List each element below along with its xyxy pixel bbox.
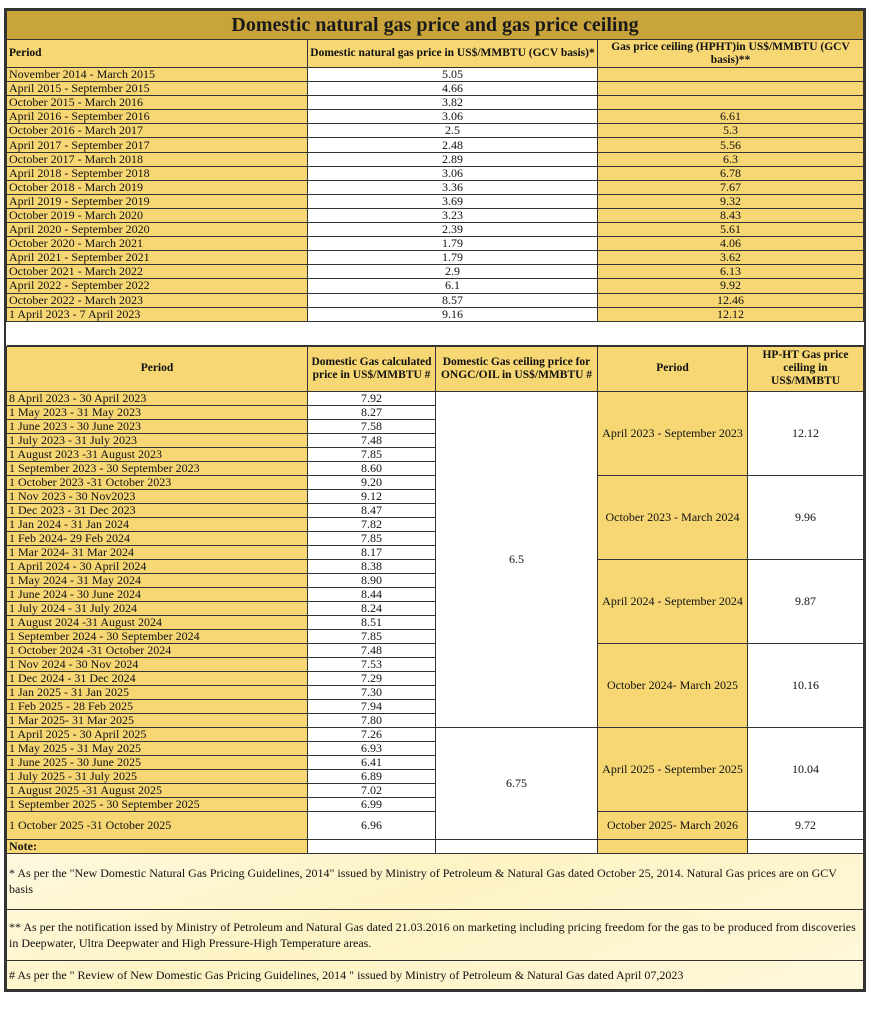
- calculated-price-cell: 7.30: [308, 685, 436, 699]
- period-cell: October 2017 - March 2018: [7, 152, 308, 166]
- period-cell: 1 Nov 2023 - 30 Nov2023: [7, 489, 308, 503]
- calculated-price-cell: 9.12: [308, 489, 436, 503]
- period-cell: 1 October 2023 -31 October 2023: [7, 475, 308, 489]
- period-cell: 8 April 2023 - 30 April 2023: [7, 391, 308, 405]
- hpht-ceiling-header: HP-HT Gas price ceiling in US$/MMBTU: [748, 346, 864, 391]
- table-row: [7, 643, 864, 657]
- domestic-price-cell: 1.79: [308, 251, 598, 265]
- table-row: [7, 475, 864, 489]
- period-cell: April 2017 - September 2017: [7, 138, 308, 152]
- gas-price-document: [4, 8, 866, 992]
- period-cell: 1 September 2025 - 30 September 2025: [7, 797, 308, 811]
- domestic-price-cell: 3.06: [308, 110, 598, 124]
- calculated-price-cell: 8.38: [308, 559, 436, 573]
- table-row: [7, 293, 864, 307]
- period-cell: 1 April 2023 - 7 April 2023: [7, 307, 308, 321]
- ceiling-price-cell: 6.5: [436, 391, 598, 727]
- period-cell: 1 July 2023 - 31 July 2023: [7, 433, 308, 447]
- period-cell: 1 August 2023 -31 August 2023: [7, 447, 308, 461]
- period-cell: 1 Nov 2024 - 30 Nov 2024: [7, 657, 308, 671]
- hpht-ceiling-cell: 5.56: [598, 138, 864, 152]
- period-cell: November 2014 - March 2015: [7, 68, 308, 82]
- domestic-price-cell: 2.9: [308, 265, 598, 279]
- hpht-ceiling-cell: 10.04: [748, 727, 864, 811]
- calculated-price-cell: 6.99: [308, 797, 436, 811]
- domestic-price-header: Domestic natural gas price in US$/MMBTU (GCV basis)*: [308, 40, 598, 68]
- calculated-price-cell: 6.89: [308, 769, 436, 783]
- period-cell: 1 Mar 2024- 31 Mar 2024: [7, 545, 308, 559]
- table-row: [7, 307, 864, 321]
- period-cell: 1 July 2024 - 31 July 2024: [7, 601, 308, 615]
- hpht-ceiling-cell: 5.3: [598, 124, 864, 138]
- calculated-price-cell: 7.48: [308, 643, 436, 657]
- hpht-ceiling-cell: 6.13: [598, 265, 864, 279]
- ceiling-price-header: Domestic Gas ceiling price for ONGC/OIL in US$/MMBTU #: [436, 346, 598, 391]
- table2-header-row: [7, 346, 864, 391]
- hpht-ceiling-cell: 9.92: [598, 279, 864, 293]
- domestic-price-cell: 9.16: [308, 307, 598, 321]
- period-cell: 1 May 2024 - 31 May 2024: [7, 573, 308, 587]
- hpht-ceiling-cell: 6.78: [598, 166, 864, 180]
- calculated-price-cell: 6.96: [308, 811, 436, 839]
- hpht-period-cell: October 2025- March 2026: [598, 811, 748, 839]
- table-row: [7, 68, 864, 82]
- hpht-period-cell: April 2023 - September 2023: [598, 391, 748, 475]
- hpht-ceiling-cell: 4.06: [598, 237, 864, 251]
- period-cell: 1 July 2025 - 31 July 2025: [7, 769, 308, 783]
- period-cell: 1 Dec 2024 - 31 Dec 2024: [7, 671, 308, 685]
- period-cell: 1 June 2024 - 30 June 2024: [7, 587, 308, 601]
- calculated-price-cell: 6.93: [308, 741, 436, 755]
- calculated-price-header: Domestic Gas calculated price in US$/MMBTU #: [308, 346, 436, 391]
- calculated-price-cell: 6.41: [308, 755, 436, 769]
- table-row: [7, 180, 864, 194]
- hpht-period-cell: October 2023 - March 2024: [598, 475, 748, 559]
- period-cell: April 2018 - September 2018: [7, 166, 308, 180]
- period-cell: April 2019 - September 2019: [7, 194, 308, 208]
- note-2: ** As per the notification issed by Ministry of Petroleum and Natural Gas dated 21.03.2016 on marketing including pricing freedom for the gas to be produced from discoveries in Deepwater, Ultra Deepwater and High Pressure-High Temperature areas.: [7, 909, 864, 960]
- domestic-price-cell: 2.89: [308, 152, 598, 166]
- ceiling-price-cell: 6.75: [436, 727, 598, 839]
- period-cell: 1 August 2025 -31 August 2025: [7, 783, 308, 797]
- period-cell: April 2021 - September 2021: [7, 251, 308, 265]
- calculated-price-cell: 8.27: [308, 405, 436, 419]
- hpht-ceiling-cell: 5.61: [598, 223, 864, 237]
- hpht-ceiling-cell: 3.62: [598, 251, 864, 265]
- note-3: # As per the " Review of New Domestic Gas Pricing Guidelines, 2014 " issued by Ministry of Petroleum & Natural Gas dated April 07,2023: [7, 960, 864, 989]
- period-cell: October 2016 - March 2017: [7, 124, 308, 138]
- table-row: [7, 279, 864, 293]
- table-row: [7, 251, 864, 265]
- period-cell: 1 Dec 2023 - 31 Dec 2023: [7, 503, 308, 517]
- calculated-price-cell: 9.20: [308, 475, 436, 489]
- calculated-price-cell: 7.29: [308, 671, 436, 685]
- period-cell: April 2016 - September 2016: [7, 110, 308, 124]
- hpht-period-header: Period: [598, 346, 748, 391]
- period-cell: 1 Feb 2025 - 28 Feb 2025: [7, 699, 308, 713]
- hpht-ceiling-cell: 8.43: [598, 208, 864, 222]
- calculated-price-cell: 8.24: [308, 601, 436, 615]
- period-cell: October 2019 - March 2020: [7, 208, 308, 222]
- calculated-price-cell: 7.82: [308, 517, 436, 531]
- period-cell: 1 August 2024 -31 August 2024: [7, 615, 308, 629]
- table-row: [7, 194, 864, 208]
- hpht-ceiling-cell: 12.46: [598, 293, 864, 307]
- domestic-price-cell: 6.1: [308, 279, 598, 293]
- domestic-price-cell: 3.82: [308, 96, 598, 110]
- document-title: Domestic natural gas price and gas price ceiling: [7, 11, 864, 40]
- domestic-price-cell: 2.48: [308, 138, 598, 152]
- table-row: [7, 237, 864, 251]
- hpht-period-cell: April 2025 - September 2025: [598, 727, 748, 811]
- hpht-ceiling-cell: 12.12: [748, 391, 864, 475]
- table-row: [7, 82, 864, 96]
- hpht-ceiling-cell: [598, 82, 864, 96]
- calculated-price-cell: 7.48: [308, 433, 436, 447]
- hpht-ceiling-cell: [598, 68, 864, 82]
- calculated-price-cell: 7.92: [308, 391, 436, 405]
- period-cell: 1 Feb 2024- 29 Feb 2024: [7, 531, 308, 545]
- period-cell: 1 October 2025 -31 October 2025: [7, 811, 308, 839]
- calculated-price-cell: 8.47: [308, 503, 436, 517]
- domestic-price-cell: 3.36: [308, 180, 598, 194]
- calculated-price-cell: 7.26: [308, 727, 436, 741]
- period-cell: 1 September 2023 - 30 September 2023: [7, 461, 308, 475]
- table-row: [7, 152, 864, 166]
- hpht-ceiling-cell: 12.12: [598, 307, 864, 321]
- period-cell: October 2021 - March 2022: [7, 265, 308, 279]
- historic-price-table: [6, 10, 864, 346]
- period-cell: October 2022 - March 2023: [7, 293, 308, 307]
- note-label: Note:: [7, 839, 308, 853]
- hpht-ceiling-header: Gas price ceiling (HPHT)in US$/MMBTU (GCV basis)**: [598, 40, 864, 68]
- table-row: [7, 96, 864, 110]
- domestic-price-cell: 3.69: [308, 194, 598, 208]
- table-row: [7, 166, 864, 180]
- calculated-price-cell: 8.44: [308, 587, 436, 601]
- period-cell: 1 April 2024 - 30 April 2024: [7, 559, 308, 573]
- monthly-price-table: [6, 346, 864, 990]
- hpht-period-cell: October 2024- March 2025: [598, 643, 748, 727]
- hpht-ceiling-cell: 6.61: [598, 110, 864, 124]
- domestic-price-cell: 2.5: [308, 124, 598, 138]
- domestic-price-cell: 1.79: [308, 237, 598, 251]
- calculated-price-cell: 8.51: [308, 615, 436, 629]
- calculated-price-cell: 7.85: [308, 447, 436, 461]
- hpht-ceiling-cell: 9.96: [748, 475, 864, 559]
- period-cell: 1 June 2023 - 30 June 2023: [7, 419, 308, 433]
- period-header: Period: [7, 40, 308, 68]
- period-cell: 1 May 2023 - 31 May 2023: [7, 405, 308, 419]
- calculated-price-cell: 7.85: [308, 629, 436, 643]
- hpht-ceiling-cell: 6.3: [598, 152, 864, 166]
- calculated-price-cell: 7.53: [308, 657, 436, 671]
- period-cell: April 2020 - September 2020: [7, 223, 308, 237]
- period-cell: October 2020 - March 2021: [7, 237, 308, 251]
- hpht-ceiling-cell: 9.87: [748, 559, 864, 643]
- table1-header-row: [7, 40, 864, 68]
- domestic-price-cell: 4.66: [308, 82, 598, 96]
- table-row: [7, 559, 864, 573]
- period-cell: 1 Jan 2024 - 31 Jan 2024: [7, 517, 308, 531]
- period-cell: 1 April 2025 - 30 April 2025: [7, 727, 308, 741]
- domestic-price-cell: 3.23: [308, 208, 598, 222]
- period-cell: April 2015 - September 2015: [7, 82, 308, 96]
- hpht-ceiling-cell: 9.32: [598, 194, 864, 208]
- spacer-row: [7, 321, 864, 345]
- note-label-row: [7, 839, 864, 853]
- period-header: Period: [7, 346, 308, 391]
- calculated-price-cell: 7.02: [308, 783, 436, 797]
- table-row: [7, 124, 864, 138]
- table-row: [7, 265, 864, 279]
- table-row: [7, 110, 864, 124]
- period-cell: October 2015 - March 2016: [7, 96, 308, 110]
- calculated-price-cell: 7.58: [308, 419, 436, 433]
- note-1: * As per the "New Domestic Natural Gas Pricing Guidelines, 2014" issued by Ministry of Petroleum & Natural Gas dated October 25, 2014. Natural Gas prices are on GCV basis: [7, 853, 864, 909]
- calculated-price-cell: 8.90: [308, 573, 436, 587]
- period-cell: 1 Mar 2025- 31 Mar 2025: [7, 713, 308, 727]
- calculated-price-cell: 8.17: [308, 545, 436, 559]
- domestic-price-cell: 8.57: [308, 293, 598, 307]
- hpht-ceiling-cell: 10.16: [748, 643, 864, 727]
- period-cell: 1 October 2024 -31 October 2024: [7, 643, 308, 657]
- period-cell: 1 May 2025 - 31 May 2025: [7, 741, 308, 755]
- table-row: [7, 811, 864, 839]
- domestic-price-cell: 5.05: [308, 68, 598, 82]
- period-cell: 1 September 2024 - 30 September 2024: [7, 629, 308, 643]
- domestic-price-cell: 3.06: [308, 166, 598, 180]
- hpht-ceiling-cell: 7.67: [598, 180, 864, 194]
- period-cell: 1 Jan 2025 - 31 Jan 2025: [7, 685, 308, 699]
- calculated-price-cell: 7.94: [308, 699, 436, 713]
- table-row: [7, 208, 864, 222]
- domestic-price-cell: 2.39: [308, 223, 598, 237]
- calculated-price-cell: 8.60: [308, 461, 436, 475]
- hpht-ceiling-cell: 9.72: [748, 811, 864, 839]
- table-row: [7, 727, 864, 741]
- table-row: [7, 138, 864, 152]
- table-row: [7, 223, 864, 237]
- period-cell: April 2022 - September 2022: [7, 279, 308, 293]
- calculated-price-cell: 7.80: [308, 713, 436, 727]
- hpht-period-cell: April 2024 - September 2024: [598, 559, 748, 643]
- calculated-price-cell: 7.85: [308, 531, 436, 545]
- period-cell: 1 June 2025 - 30 June 2025: [7, 755, 308, 769]
- hpht-ceiling-cell: [598, 96, 864, 110]
- period-cell: October 2018 - March 2019: [7, 180, 308, 194]
- table-row: [7, 391, 864, 405]
